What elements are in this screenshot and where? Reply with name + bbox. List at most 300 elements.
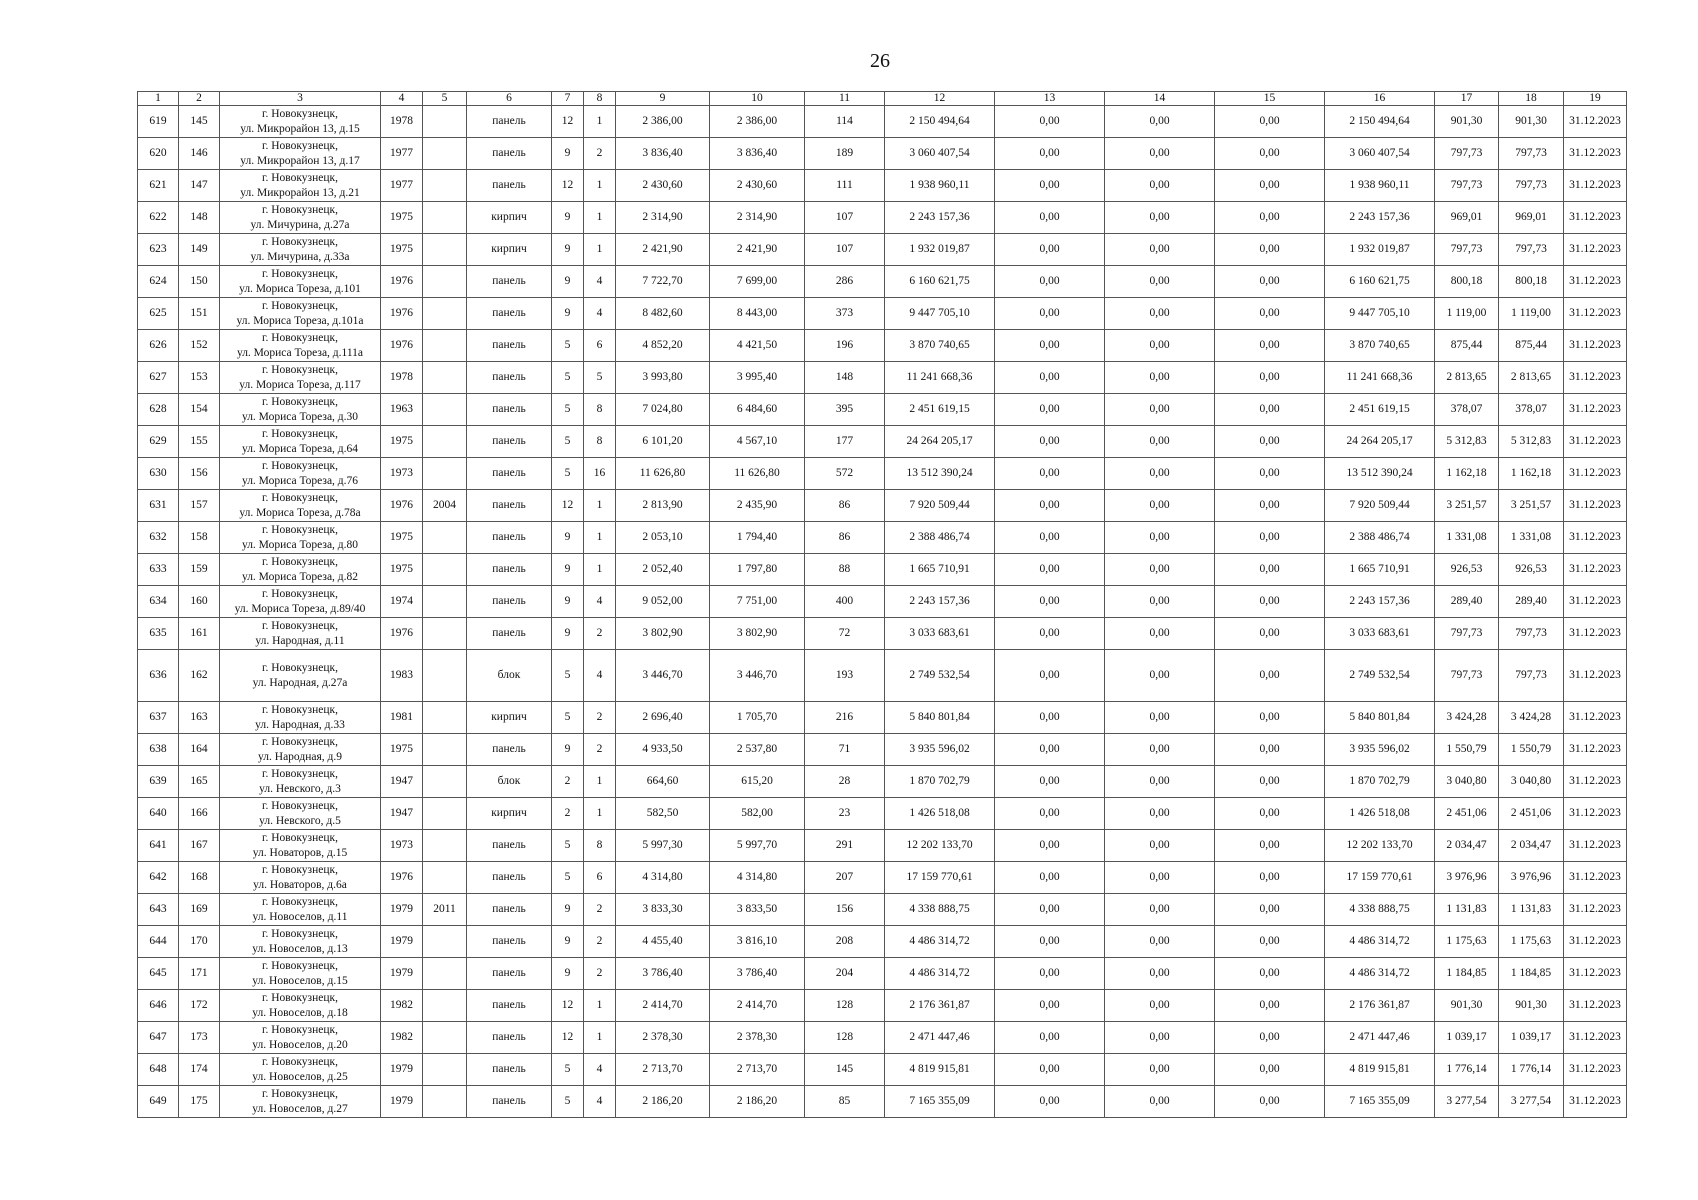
building-number-cell: 166 (179, 798, 220, 830)
repair-cost-cell: 4 338 888,75 (885, 894, 995, 926)
total-area-cell: 2 314,90 (616, 202, 710, 234)
residents-cell: 86 (805, 490, 885, 522)
floors-cell: 5 (552, 702, 584, 734)
address-city: г. Новокузнецк, (262, 1023, 338, 1036)
entrances-cell: 5 (584, 362, 616, 394)
total-area-cell: 664,60 (616, 766, 710, 798)
column-14-cell: 0,00 (1105, 586, 1215, 618)
build-year-cell: 1979 (381, 894, 423, 926)
address-city: г. Новокузнецк, (262, 523, 338, 536)
entrances-cell: 6 (584, 862, 616, 894)
building-number-cell: 161 (179, 618, 220, 650)
living-area-cell: 11 626,80 (710, 458, 805, 490)
address-street: ул. Новаторов, д.6а (253, 878, 347, 891)
build-year-cell: 1975 (381, 234, 423, 266)
address-cell (220, 554, 381, 586)
address-cell (220, 618, 381, 650)
column-16-cell: 3 935 596,02 (1325, 734, 1435, 766)
cost-per-sqm-cell: 1 039,17 (1435, 1022, 1499, 1054)
address-cell (220, 650, 381, 702)
completion-date-cell: 31.12.2023 (1564, 202, 1627, 234)
entrances-cell: 1 (584, 106, 616, 138)
address-cell (220, 1022, 381, 1054)
table-row (138, 830, 1627, 862)
cost-limit-cell: 2 813,65 (1499, 362, 1564, 394)
build-year-cell: 1975 (381, 554, 423, 586)
reconstruction-year-cell: 2004 (423, 490, 467, 522)
column-16-cell: 2 150 494,64 (1325, 106, 1435, 138)
address-cell (220, 202, 381, 234)
table-row (138, 426, 1627, 458)
completion-date-cell: 31.12.2023 (1564, 394, 1627, 426)
column-13-cell: 0,00 (995, 702, 1105, 734)
total-area-cell: 3 802,90 (616, 618, 710, 650)
address-street: ул. Мориса Тореза, д.76 (241, 474, 359, 487)
row-number-cell: 629 (138, 426, 179, 458)
entrances-cell: 4 (584, 1054, 616, 1086)
total-area-cell: 2 813,90 (616, 490, 710, 522)
building-number-cell: 170 (179, 926, 220, 958)
wall-material-cell: панель (467, 394, 552, 426)
completion-date-cell: 31.12.2023 (1564, 1086, 1627, 1118)
residents-cell: 28 (805, 766, 885, 798)
residents-cell: 208 (805, 926, 885, 958)
column-15-cell: 0,00 (1215, 990, 1325, 1022)
building-number-cell: 154 (179, 394, 220, 426)
floors-cell: 9 (552, 958, 584, 990)
living-area-cell: 1 705,70 (710, 702, 805, 734)
living-area-cell: 3 786,40 (710, 958, 805, 990)
address-cell (220, 170, 381, 202)
reconstruction-year-cell (423, 266, 467, 298)
table-row (138, 266, 1627, 298)
cost-limit-cell: 3 976,96 (1499, 862, 1564, 894)
total-area-cell: 3 786,40 (616, 958, 710, 990)
column-15-cell: 0,00 (1215, 234, 1325, 266)
table-row (138, 298, 1627, 330)
table-row (138, 958, 1627, 990)
wall-material-cell: кирпич (467, 234, 552, 266)
column-16-cell: 2 243 157,36 (1325, 202, 1435, 234)
address-cell (220, 862, 381, 894)
row-number-cell: 632 (138, 522, 179, 554)
address-cell (220, 1054, 381, 1086)
floors-cell: 9 (552, 266, 584, 298)
column-14-cell: 0,00 (1105, 330, 1215, 362)
building-number-cell: 168 (179, 862, 220, 894)
header-row (138, 92, 1627, 106)
living-area-cell: 3 995,40 (710, 362, 805, 394)
cost-per-sqm-cell: 1 331,08 (1435, 522, 1499, 554)
completion-date-cell: 31.12.2023 (1564, 1022, 1627, 1054)
total-area-cell: 5 997,30 (616, 830, 710, 862)
column-15-cell: 0,00 (1215, 138, 1325, 170)
entrances-cell: 1 (584, 554, 616, 586)
column-14-cell: 0,00 (1105, 990, 1215, 1022)
address-street: ул. Мориса Тореза, д.78а (239, 506, 361, 519)
reconstruction-year-cell (423, 234, 467, 266)
table-row (138, 522, 1627, 554)
address-street: ул. Новоселов, д.11 (252, 910, 348, 923)
build-year-cell: 1973 (381, 830, 423, 862)
repair-cost-cell: 17 159 770,61 (885, 862, 995, 894)
repair-cost-cell: 2 243 157,36 (885, 202, 995, 234)
column-header: 8 (584, 92, 616, 106)
cost-limit-cell: 901,30 (1499, 990, 1564, 1022)
completion-date-cell: 31.12.2023 (1564, 106, 1627, 138)
address-street: ул. Мориса Тореза, д.30 (241, 410, 359, 423)
column-16-cell: 9 447 705,10 (1325, 298, 1435, 330)
column-header: 3 (220, 92, 381, 106)
build-year-cell: 1977 (381, 170, 423, 202)
building-number-cell: 153 (179, 362, 220, 394)
address-city: г. Новокузнецк, (262, 1055, 338, 1068)
living-area-cell: 7 751,00 (710, 586, 805, 618)
column-16-cell: 2 749 532,54 (1325, 650, 1435, 702)
residents-cell: 107 (805, 202, 885, 234)
address-city: г. Новокузнецк, (262, 203, 338, 216)
building-number-cell: 172 (179, 990, 220, 1022)
column-16-cell: 2 471 447,46 (1325, 1022, 1435, 1054)
entrances-cell: 4 (584, 298, 616, 330)
address-street: ул. Микрорайон 13, д.21 (240, 186, 360, 199)
living-area-cell: 2 186,20 (710, 1086, 805, 1118)
cost-per-sqm-cell: 1 131,83 (1435, 894, 1499, 926)
column-16-cell: 1 665 710,91 (1325, 554, 1435, 586)
floors-cell: 12 (552, 1022, 584, 1054)
address-street: ул. Мичурина, д.33а (250, 250, 350, 263)
entrances-cell: 8 (584, 426, 616, 458)
floors-cell: 5 (552, 426, 584, 458)
column-15-cell: 0,00 (1215, 894, 1325, 926)
address-city: г. Новокузнецк, (262, 459, 338, 472)
column-header: 5 (423, 92, 467, 106)
living-area-cell: 2 430,60 (710, 170, 805, 202)
column-14-cell: 0,00 (1105, 798, 1215, 830)
floors-cell: 5 (552, 362, 584, 394)
wall-material-cell: панель (467, 106, 552, 138)
column-14-cell: 0,00 (1105, 618, 1215, 650)
address-city: г. Новокузнецк, (262, 863, 338, 876)
column-14-cell: 0,00 (1105, 234, 1215, 266)
living-area-cell: 3 816,10 (710, 926, 805, 958)
column-header: 12 (885, 92, 995, 106)
column-14-cell: 0,00 (1105, 458, 1215, 490)
table-row (138, 798, 1627, 830)
column-header: 13 (995, 92, 1105, 106)
row-number-cell: 630 (138, 458, 179, 490)
cost-limit-cell: 797,73 (1499, 170, 1564, 202)
table-row (138, 586, 1627, 618)
build-year-cell: 1975 (381, 426, 423, 458)
table-row (138, 734, 1627, 766)
address-street: ул. Новоселов, д.18 (252, 1006, 348, 1019)
cost-per-sqm-cell: 5 312,83 (1435, 426, 1499, 458)
repair-cost-cell: 3 060 407,54 (885, 138, 995, 170)
column-14-cell: 0,00 (1105, 138, 1215, 170)
column-14-cell: 0,00 (1105, 170, 1215, 202)
reconstruction-year-cell (423, 830, 467, 862)
address-cell (220, 394, 381, 426)
column-header: 2 (179, 92, 220, 106)
row-number-cell: 643 (138, 894, 179, 926)
address-cell (220, 490, 381, 522)
living-area-cell: 582,00 (710, 798, 805, 830)
total-area-cell: 2 052,40 (616, 554, 710, 586)
reconstruction-year-cell (423, 1022, 467, 1054)
cost-limit-cell: 289,40 (1499, 586, 1564, 618)
cost-per-sqm-cell: 926,53 (1435, 554, 1499, 586)
column-16-cell: 7 920 509,44 (1325, 490, 1435, 522)
column-14-cell: 0,00 (1105, 734, 1215, 766)
column-14-cell: 0,00 (1105, 554, 1215, 586)
column-header: 7 (552, 92, 584, 106)
cost-limit-cell: 1 550,79 (1499, 734, 1564, 766)
reconstruction-year-cell (423, 650, 467, 702)
residents-cell: 400 (805, 586, 885, 618)
cost-limit-cell: 1 175,63 (1499, 926, 1564, 958)
reconstruction-year-cell (423, 298, 467, 330)
residents-cell: 23 (805, 798, 885, 830)
address-cell (220, 266, 381, 298)
total-area-cell: 2 696,40 (616, 702, 710, 734)
column-16-cell: 2 451 619,15 (1325, 394, 1435, 426)
address-street: ул. Мориса Тореза, д.111а (236, 346, 364, 359)
row-number-cell: 626 (138, 330, 179, 362)
repair-cost-cell: 4 819 915,81 (885, 1054, 995, 1086)
repair-cost-cell: 5 840 801,84 (885, 702, 995, 734)
completion-date-cell: 31.12.2023 (1564, 830, 1627, 862)
floors-cell: 9 (552, 298, 584, 330)
column-13-cell: 0,00 (995, 926, 1105, 958)
floors-cell: 2 (552, 798, 584, 830)
column-header: 6 (467, 92, 552, 106)
column-13-cell: 0,00 (995, 362, 1105, 394)
cost-limit-cell: 901,30 (1499, 106, 1564, 138)
column-13-cell: 0,00 (995, 234, 1105, 266)
entrances-cell: 6 (584, 330, 616, 362)
residents-cell: 114 (805, 106, 885, 138)
column-16-cell: 4 486 314,72 (1325, 958, 1435, 990)
completion-date-cell: 31.12.2023 (1564, 990, 1627, 1022)
cost-limit-cell: 2 034,47 (1499, 830, 1564, 862)
column-15-cell: 0,00 (1215, 394, 1325, 426)
building-number-cell: 174 (179, 1054, 220, 1086)
total-area-cell: 2 378,30 (616, 1022, 710, 1054)
column-14-cell: 0,00 (1105, 766, 1215, 798)
row-number-cell: 646 (138, 990, 179, 1022)
floors-cell: 5 (552, 330, 584, 362)
build-year-cell: 1976 (381, 330, 423, 362)
column-14-cell: 0,00 (1105, 1086, 1215, 1118)
wall-material-cell: панель (467, 830, 552, 862)
wall-material-cell: панель (467, 1054, 552, 1086)
address-street: ул. Новоселов, д.25 (252, 1070, 348, 1083)
build-year-cell: 1977 (381, 138, 423, 170)
column-13-cell: 0,00 (995, 1022, 1105, 1054)
wall-material-cell: панель (467, 170, 552, 202)
column-14-cell: 0,00 (1105, 394, 1215, 426)
address-cell (220, 426, 381, 458)
column-13-cell: 0,00 (995, 766, 1105, 798)
cost-per-sqm-cell: 3 424,28 (1435, 702, 1499, 734)
address-cell (220, 138, 381, 170)
column-16-cell: 6 160 621,75 (1325, 266, 1435, 298)
building-number-cell: 155 (179, 426, 220, 458)
address-city: г. Новокузнецк, (262, 619, 338, 632)
building-number-cell: 160 (179, 586, 220, 618)
column-header: 17 (1435, 92, 1499, 106)
build-year-cell: 1963 (381, 394, 423, 426)
residents-cell: 196 (805, 330, 885, 362)
row-number-cell: 619 (138, 106, 179, 138)
floors-cell: 9 (552, 894, 584, 926)
completion-date-cell: 31.12.2023 (1564, 234, 1627, 266)
completion-date-cell: 31.12.2023 (1564, 138, 1627, 170)
reconstruction-year-cell (423, 426, 467, 458)
reconstruction-year-cell (423, 554, 467, 586)
cost-per-sqm-cell: 800,18 (1435, 266, 1499, 298)
column-13-cell: 0,00 (995, 266, 1105, 298)
column-15-cell: 0,00 (1215, 298, 1325, 330)
floors-cell: 9 (552, 554, 584, 586)
address-street: ул. Микрорайон 13, д.15 (240, 122, 360, 135)
completion-date-cell: 31.12.2023 (1564, 298, 1627, 330)
residents-cell: 189 (805, 138, 885, 170)
address-city: г. Новокузнецк, (262, 171, 338, 184)
address-cell (220, 586, 381, 618)
column-14-cell: 0,00 (1105, 490, 1215, 522)
repair-cost-cell: 1 938 960,11 (885, 170, 995, 202)
total-area-cell: 9 052,00 (616, 586, 710, 618)
cost-per-sqm-cell: 969,01 (1435, 202, 1499, 234)
residents-cell: 86 (805, 522, 885, 554)
column-14-cell: 0,00 (1105, 362, 1215, 394)
table-row (138, 702, 1627, 734)
total-area-cell: 3 836,40 (616, 138, 710, 170)
table-row (138, 106, 1627, 138)
completion-date-cell: 31.12.2023 (1564, 958, 1627, 990)
column-16-cell: 12 202 133,70 (1325, 830, 1435, 862)
total-area-cell: 2 053,10 (616, 522, 710, 554)
cost-limit-cell: 1 162,18 (1499, 458, 1564, 490)
cost-per-sqm-cell: 289,40 (1435, 586, 1499, 618)
residents-cell: 148 (805, 362, 885, 394)
build-year-cell: 1976 (381, 862, 423, 894)
column-13-cell: 0,00 (995, 330, 1105, 362)
column-16-cell: 1 938 960,11 (1325, 170, 1435, 202)
column-15-cell: 0,00 (1215, 170, 1325, 202)
column-15-cell: 0,00 (1215, 650, 1325, 702)
column-16-cell: 2 243 157,36 (1325, 586, 1435, 618)
building-number-cell: 149 (179, 234, 220, 266)
column-15-cell: 0,00 (1215, 830, 1325, 862)
living-area-cell: 1 794,40 (710, 522, 805, 554)
build-year-cell: 1975 (381, 202, 423, 234)
build-year-cell: 1976 (381, 618, 423, 650)
entrances-cell: 8 (584, 830, 616, 862)
wall-material-cell: кирпич (467, 798, 552, 830)
column-13-cell: 0,00 (995, 894, 1105, 926)
total-area-cell: 4 852,20 (616, 330, 710, 362)
cost-per-sqm-cell: 378,07 (1435, 394, 1499, 426)
wall-material-cell: панель (467, 522, 552, 554)
wall-material-cell: панель (467, 990, 552, 1022)
wall-material-cell: панель (467, 1086, 552, 1118)
residents-cell: 71 (805, 734, 885, 766)
address-street: ул. Микрорайон 13, д.17 (240, 154, 360, 167)
residents-cell: 88 (805, 554, 885, 586)
repair-cost-cell: 3 033 683,61 (885, 618, 995, 650)
address-street: ул. Новоселов, д.27 (252, 1102, 348, 1115)
column-15-cell: 0,00 (1215, 362, 1325, 394)
build-year-cell: 1979 (381, 1086, 423, 1118)
address-city: г. Новокузнецк, (262, 959, 338, 972)
cost-per-sqm-cell: 3 277,54 (1435, 1086, 1499, 1118)
column-16-cell: 4 338 888,75 (1325, 894, 1435, 926)
row-number-cell: 635 (138, 618, 179, 650)
cost-limit-cell: 926,53 (1499, 554, 1564, 586)
building-number-cell: 148 (179, 202, 220, 234)
column-15-cell: 0,00 (1215, 586, 1325, 618)
reconstruction-year-cell (423, 862, 467, 894)
entrances-cell: 1 (584, 990, 616, 1022)
cost-per-sqm-cell: 3 040,80 (1435, 766, 1499, 798)
column-16-cell: 4 486 314,72 (1325, 926, 1435, 958)
wall-material-cell: блок (467, 650, 552, 702)
wall-material-cell: панель (467, 618, 552, 650)
repair-cost-cell: 12 202 133,70 (885, 830, 995, 862)
table-row (138, 490, 1627, 522)
completion-date-cell: 31.12.2023 (1564, 702, 1627, 734)
address-cell (220, 522, 381, 554)
building-number-cell: 175 (179, 1086, 220, 1118)
building-number-cell: 165 (179, 766, 220, 798)
reconstruction-year-cell (423, 798, 467, 830)
address-city: г. Новокузнецк, (262, 661, 338, 674)
column-16-cell: 1 870 702,79 (1325, 766, 1435, 798)
total-area-cell: 2 421,90 (616, 234, 710, 266)
reconstruction-year-cell (423, 990, 467, 1022)
repair-cost-cell: 11 241 668,36 (885, 362, 995, 394)
building-number-cell: 164 (179, 734, 220, 766)
living-area-cell: 4 567,10 (710, 426, 805, 458)
cost-limit-cell: 1 039,17 (1499, 1022, 1564, 1054)
cost-per-sqm-cell: 1 776,14 (1435, 1054, 1499, 1086)
column-16-cell: 13 512 390,24 (1325, 458, 1435, 490)
column-13-cell: 0,00 (995, 394, 1105, 426)
address-city: г. Новокузнецк, (262, 363, 338, 376)
column-13-cell: 0,00 (995, 202, 1105, 234)
column-13-cell: 0,00 (995, 830, 1105, 862)
column-16-cell: 11 241 668,36 (1325, 362, 1435, 394)
column-header: 11 (805, 92, 885, 106)
build-year-cell: 1981 (381, 702, 423, 734)
completion-date-cell: 31.12.2023 (1564, 522, 1627, 554)
build-year-cell: 1978 (381, 106, 423, 138)
column-15-cell: 0,00 (1215, 266, 1325, 298)
entrances-cell: 1 (584, 202, 616, 234)
address-street: ул. Мориса Тореза, д.64 (241, 442, 359, 455)
residents-cell: 156 (805, 894, 885, 926)
living-area-cell: 2 713,70 (710, 1054, 805, 1086)
wall-material-cell: панель (467, 298, 552, 330)
repair-cost-cell: 6 160 621,75 (885, 266, 995, 298)
column-14-cell: 0,00 (1105, 894, 1215, 926)
completion-date-cell: 31.12.2023 (1564, 554, 1627, 586)
row-number-cell: 644 (138, 926, 179, 958)
cost-limit-cell: 1 119,00 (1499, 298, 1564, 330)
